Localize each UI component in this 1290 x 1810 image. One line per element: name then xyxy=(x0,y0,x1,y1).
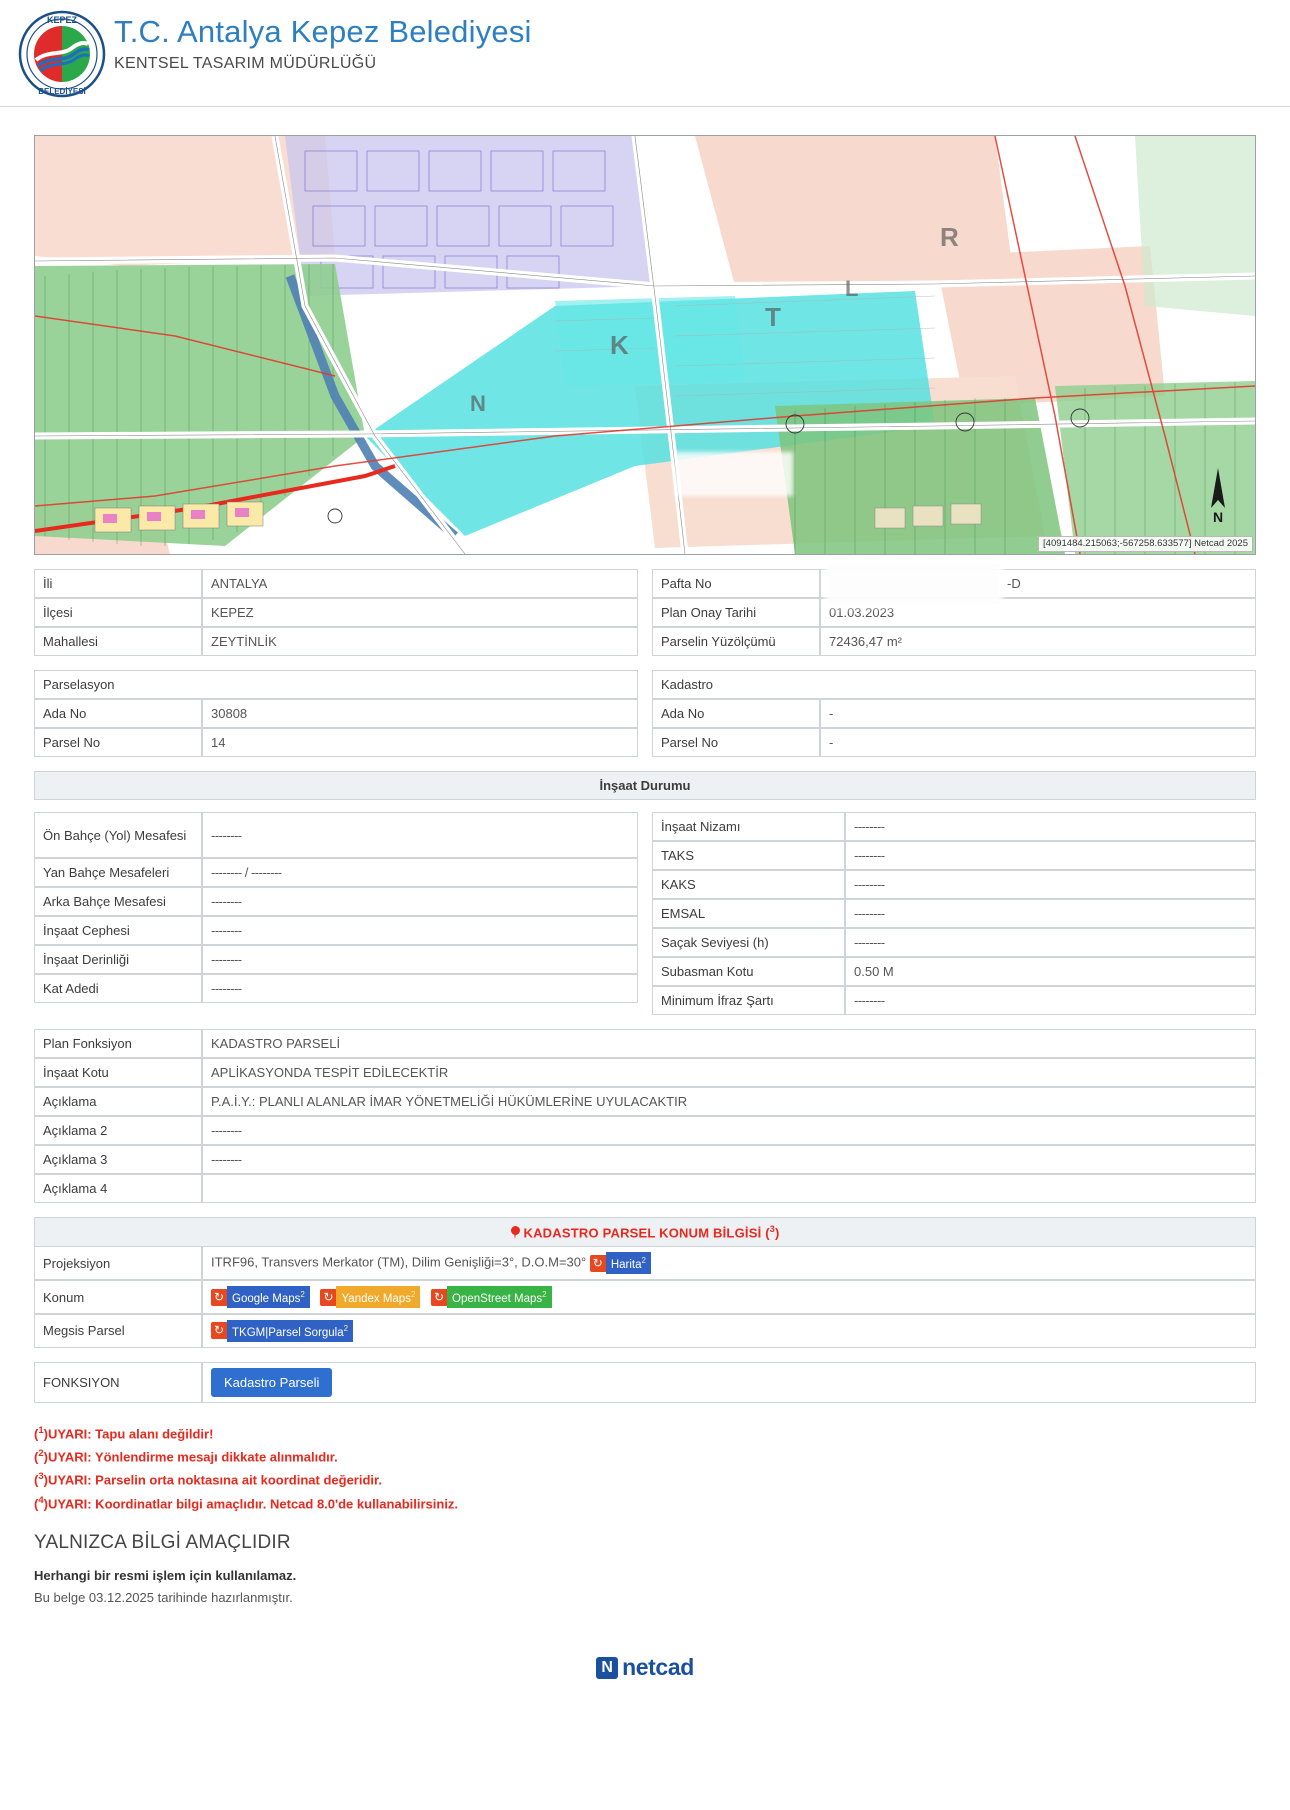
north-letter: N xyxy=(1212,509,1224,525)
identity-section xyxy=(34,569,1256,670)
notice-bold-text: Herhangi bir resmi işlem için kullanılamaz. xyxy=(34,1568,297,1584)
table-row xyxy=(652,986,1256,1015)
table-row xyxy=(34,1029,1256,1058)
row-label: KAKS xyxy=(652,870,845,899)
fonksiyon-table xyxy=(34,1362,1256,1403)
projection-value: ITRF96, Transvers Merkator (TM), Dilim Genişliği=3°, D.O.M=30° xyxy=(211,1254,587,1270)
table-row xyxy=(34,569,638,598)
map-graphic xyxy=(35,136,1255,554)
row-value: -------- xyxy=(845,841,1256,870)
konum-title-superscript: 3 xyxy=(769,1224,775,1234)
row-value: -------- xyxy=(845,812,1256,841)
row-label: Ada No xyxy=(652,699,820,728)
row-value: ANTALYA xyxy=(202,569,638,598)
row-value: 0.50 M xyxy=(845,957,1256,986)
header-text-block xyxy=(114,10,532,74)
google-maps-chip[interactable] xyxy=(211,1286,310,1308)
table-row xyxy=(34,598,638,627)
row-value: -------- xyxy=(202,1116,1256,1145)
table-row xyxy=(34,945,638,974)
map-redaction-overlay xyxy=(675,452,793,496)
warning-line: ($^2$)UYARI: Yönlendirme mesajı dikkate alınmalıdır. xyxy=(34,1448,338,1465)
netcad-wordmark: netcad xyxy=(622,1654,694,1681)
row-label: Konum xyxy=(34,1280,202,1314)
row-label: Saçak Seviyesi (h) xyxy=(652,928,845,957)
row-label: Kat Adedi xyxy=(34,974,202,1003)
netcad-logo xyxy=(596,1654,694,1681)
page-title: T.C. Antalya Kepez Belediyesi xyxy=(114,14,532,49)
row-value: -------- xyxy=(202,974,638,1003)
location-pin-icon xyxy=(511,1226,520,1239)
chip-label: Yandex Maps$^2$ xyxy=(336,1286,420,1308)
row-label: Minimum İfraz Şartı xyxy=(652,986,845,1015)
row-label: Açıklama xyxy=(34,1087,202,1116)
row-label: İli xyxy=(34,569,202,598)
kadastro-parseli-button[interactable]: Kadastro Parseli xyxy=(211,1368,332,1397)
document-footer xyxy=(0,1654,1290,1702)
table-row xyxy=(652,569,1256,598)
table-row xyxy=(652,812,1256,841)
table-row xyxy=(652,928,1256,957)
cadastral-map[interactable] xyxy=(34,135,1256,555)
row-label: Ada No xyxy=(34,699,202,728)
table-row xyxy=(34,1058,1256,1087)
svg-text:K: K xyxy=(610,330,629,360)
row-value: -------- xyxy=(202,812,638,858)
logo-top-text: KEPEZ xyxy=(46,15,78,25)
chip-label: Harita$^2$ xyxy=(606,1252,651,1274)
row-label: EMSAL xyxy=(652,899,845,928)
row-value: P.A.İ.Y.: PLANLI ALANLAR İMAR YÖNETMELİĞİ HÜKÜMLERİNE UYULACAKTIR xyxy=(202,1087,1256,1116)
row-value: -------- xyxy=(845,899,1256,928)
svg-text:N: N xyxy=(470,391,486,416)
megsis-links-cell xyxy=(202,1314,1256,1348)
table-row xyxy=(652,899,1256,928)
konum-section-header: KADASTRO PARSEL KONUM BİLGİSİ ($^3$) xyxy=(34,1217,1256,1246)
table-row xyxy=(34,1280,1256,1314)
svg-text:R: R xyxy=(940,222,959,252)
row-label: Megsis Parsel xyxy=(34,1314,202,1348)
row-label: Arka Bahçe Mesafesi xyxy=(34,887,202,916)
table-group-header xyxy=(652,670,1256,699)
row-label: İnşaat Derinliği xyxy=(34,945,202,974)
konum-table xyxy=(34,1246,1256,1347)
identity-left-table xyxy=(34,569,638,656)
identity-right-table xyxy=(652,569,1256,656)
redirect-icon xyxy=(320,1289,336,1306)
plan-function-table xyxy=(34,1029,1256,1203)
table-row xyxy=(34,1145,1256,1174)
row-label: İnşaat Nizamı xyxy=(652,812,845,841)
row-label: Projeksiyon xyxy=(34,1246,202,1280)
row-value: 14 xyxy=(202,728,638,757)
chip-label: Google Maps$^2$ xyxy=(227,1286,310,1308)
north-arrow-icon xyxy=(1203,464,1233,526)
row-value: -------- xyxy=(845,986,1256,1015)
row-value: -------- xyxy=(202,945,638,974)
parselasyon-table xyxy=(34,670,638,757)
table-row xyxy=(652,627,1256,656)
row-label: Plan Onay Tarihi xyxy=(652,598,820,627)
table-row xyxy=(652,870,1256,899)
row-value: -------- / -------- xyxy=(202,858,638,887)
row-value: KADASTRO PARSELİ xyxy=(202,1029,1256,1058)
row-label: TAKS xyxy=(652,841,845,870)
fonksiyon-cell xyxy=(202,1362,1256,1403)
row-value: -------- xyxy=(202,916,638,945)
row-value: 30808 xyxy=(202,699,638,728)
table-row xyxy=(34,1314,1256,1348)
table-row xyxy=(34,1174,1256,1203)
insaat-right-table xyxy=(652,812,1256,1015)
row-value: - xyxy=(820,728,1256,757)
redirect-icon xyxy=(211,1289,227,1306)
row-label: Mahallesi xyxy=(34,627,202,656)
table-row xyxy=(34,1116,1256,1145)
row-value xyxy=(202,1174,1256,1203)
pafta-no-value-cell xyxy=(820,569,1256,598)
netcad-mark-icon xyxy=(596,1657,618,1679)
row-value: 72436,47 m² xyxy=(820,627,1256,656)
chip-label: TKGM|Parsel Sorgula$^2$ xyxy=(227,1320,353,1342)
table-row xyxy=(34,858,638,887)
table-row xyxy=(34,728,638,757)
notice-title: YALNIZCA BİLGİ AMAÇLIDIR xyxy=(34,1532,291,1554)
openstreet-maps-chip[interactable] xyxy=(431,1286,552,1308)
table-group-header xyxy=(34,670,638,699)
table-row xyxy=(34,916,638,945)
notice-date-text: Bu belge 03.12.2025 tarihinde hazırlanmıştır. xyxy=(34,1590,293,1606)
department-subtitle: KENTSEL TASARIM MÜDÜRLÜĞÜ xyxy=(114,55,377,72)
table-row xyxy=(34,1246,1256,1280)
table-row xyxy=(652,957,1256,986)
row-label: Parselin Yüzölçümü xyxy=(652,627,820,656)
row-value: KEPEZ xyxy=(202,598,638,627)
table-row xyxy=(34,887,638,916)
redirect-icon xyxy=(431,1289,447,1306)
table-row xyxy=(652,841,1256,870)
row-label: Yan Bahçe Mesafeleri xyxy=(34,858,202,887)
warnings-section xyxy=(34,1421,1256,1608)
konum-links-cell xyxy=(202,1280,1256,1314)
row-value: -------- xyxy=(845,928,1256,957)
konum-title: KADASTRO PARSEL KONUM BİLGİSİ xyxy=(523,1225,762,1241)
data-tables xyxy=(34,555,1256,1403)
row-value: -D xyxy=(1007,576,1021,591)
row-label: İnşaat Cephesi xyxy=(34,916,202,945)
row-label: Pafta No xyxy=(652,569,820,598)
yandex-maps-chip[interactable] xyxy=(320,1286,420,1308)
table-row xyxy=(34,974,638,1003)
municipality-logo xyxy=(18,10,106,98)
projection-cell xyxy=(202,1246,1256,1280)
warning-line: ($^3$)UYARI: Parselin orta noktasına ait koordinat değeridir. xyxy=(34,1471,382,1488)
map-coordinate-label: [4091484.215063;-567258.633577] Netcad 2025 xyxy=(1038,536,1253,552)
row-label: FONKSIYON xyxy=(34,1362,202,1403)
row-label: Subasman Kotu xyxy=(652,957,845,986)
row-label: Açıklama 3 xyxy=(34,1145,202,1174)
svg-text:L: L xyxy=(845,276,859,301)
row-value: 01.03.2023 xyxy=(820,598,1256,627)
table-row xyxy=(34,1087,1256,1116)
insaat-durumu-section xyxy=(34,812,1256,1029)
group-title: Kadastro xyxy=(652,670,1256,699)
row-label: Plan Fonksiyon xyxy=(34,1029,202,1058)
harita-chip[interactable] xyxy=(590,1252,651,1274)
parcel-numbers-section xyxy=(34,670,1256,771)
table-row xyxy=(652,699,1256,728)
svg-text:T: T xyxy=(765,302,781,332)
chip-label: OpenStreet Maps$^2$ xyxy=(447,1286,552,1308)
row-value: APLİKASYONDA TESPİT EDİLECEKTİR xyxy=(202,1058,1256,1087)
row-label: Parsel No xyxy=(652,728,820,757)
document-header xyxy=(0,0,1290,107)
table-row xyxy=(652,728,1256,757)
logo-bottom-text: BELEDİYESİ xyxy=(38,87,86,96)
redirect-icon xyxy=(211,1322,227,1339)
redirect-icon xyxy=(590,1255,606,1272)
row-label: Parsel No xyxy=(34,728,202,757)
row-label: Ön Bahçe (Yol) Mesafesi xyxy=(34,812,202,858)
kadastro-table xyxy=(652,670,1256,757)
redaction-overlay xyxy=(829,564,999,604)
row-label: Açıklama 4 xyxy=(34,1174,202,1203)
table-row xyxy=(34,699,638,728)
row-value: ZEYTİNLİK xyxy=(202,627,638,656)
row-value: - xyxy=(820,699,1256,728)
row-label: İlçesi xyxy=(34,598,202,627)
table-row xyxy=(34,627,638,656)
row-value: -------- xyxy=(202,1145,1256,1174)
insaat-left-table xyxy=(34,812,638,1003)
insaat-durumu-header: İnşaat Durumu xyxy=(34,771,1256,800)
row-value: -------- xyxy=(202,887,638,916)
row-label: İnşaat Kotu xyxy=(34,1058,202,1087)
warning-line: ($^4$)UYARI: Koordinatlar bilgi amaçlıdır. Netcad 8.0'de kullanabilirsiniz. xyxy=(34,1494,459,1512)
group-title: Parselasyon xyxy=(34,670,638,699)
table-row xyxy=(34,1362,1256,1403)
table-row xyxy=(34,812,638,858)
tkgm-parsel-sorgula-chip[interactable] xyxy=(211,1320,353,1342)
row-value: -------- xyxy=(845,870,1256,899)
warning-line: ($^1$)UYARI: Tapu alanı değildir! xyxy=(34,1424,214,1442)
row-label: Açıklama 2 xyxy=(34,1116,202,1145)
